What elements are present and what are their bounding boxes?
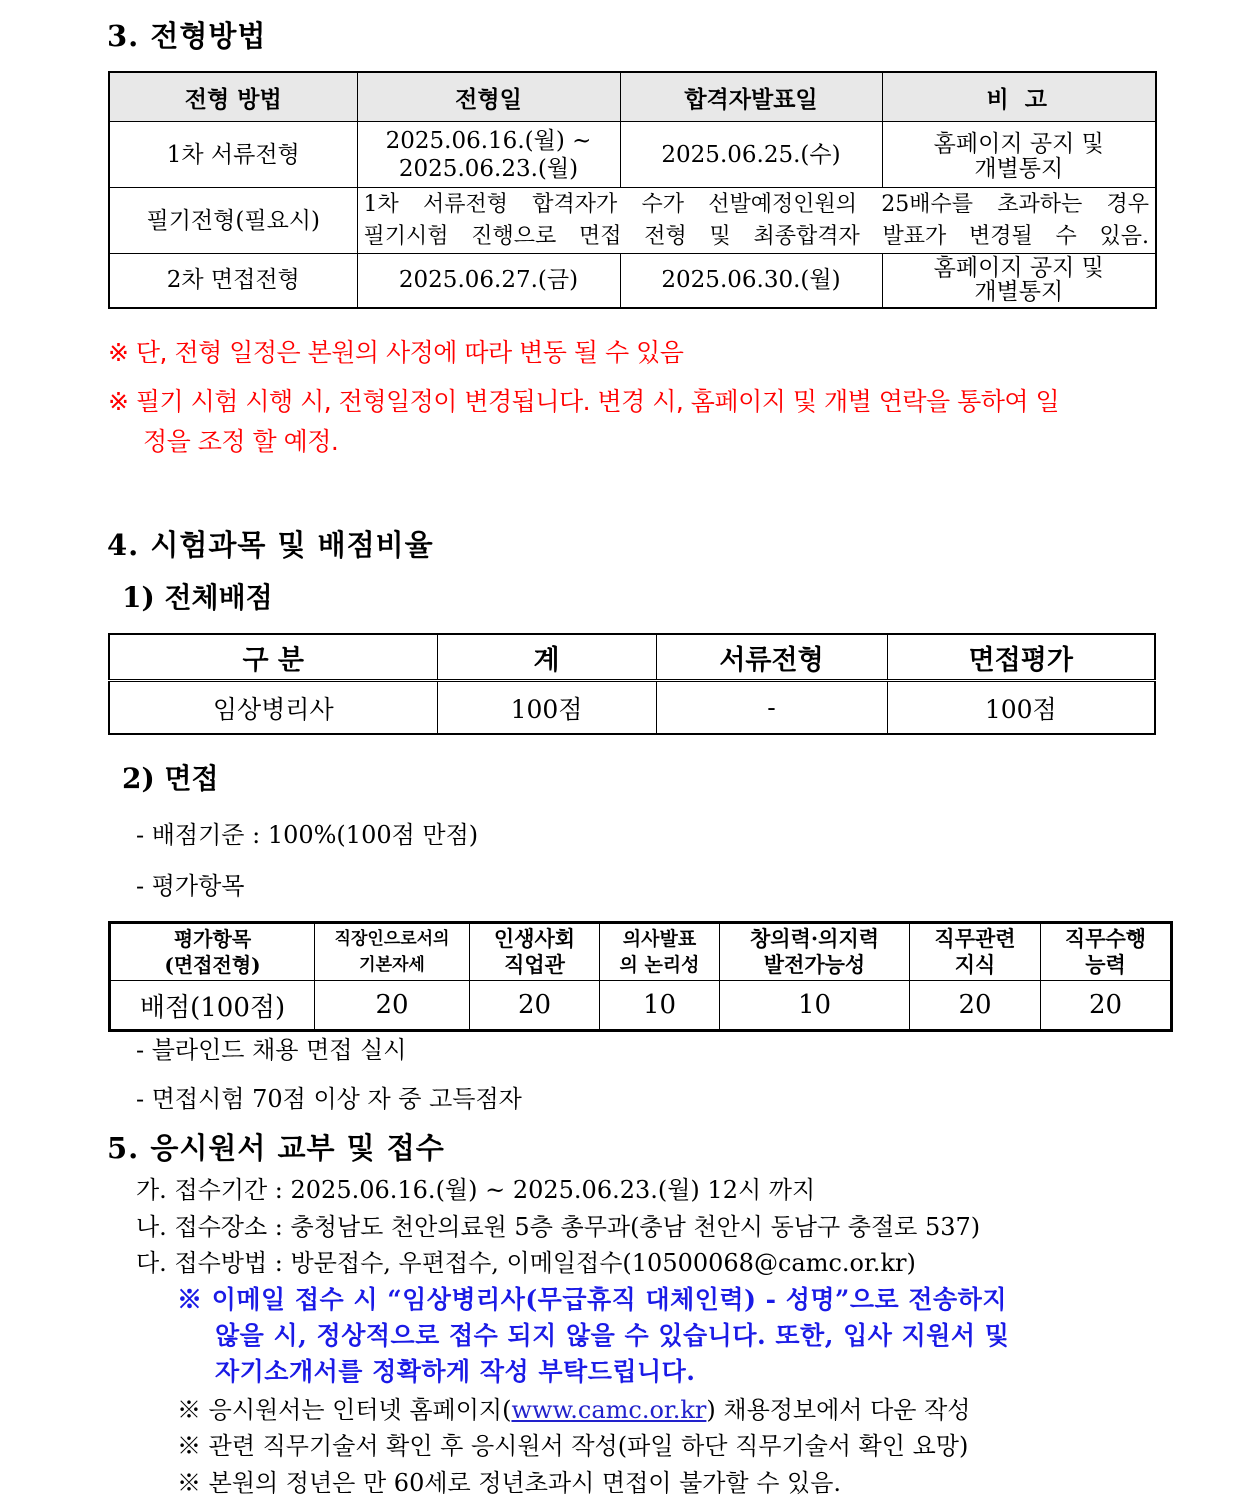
score-table <box>108 633 1156 735</box>
eval-cell-logic: 10 <box>600 981 720 1031</box>
subheading-total-score: 1) 전체배점 <box>122 581 273 614</box>
eval-col-item <box>110 923 315 981</box>
application-period: 가. 접수기간 : 2025.06.16.(월) ~ 2025.06.23.(월) 12시 까지 <box>136 1176 816 1204</box>
section4-heading: 4. 시험과목 및 배점비율 <box>107 528 434 562</box>
row3-note <box>882 254 1156 308</box>
eval-col-ability <box>1041 923 1172 981</box>
row1-date-line1: 2025.06.16.(월) ~ <box>385 127 592 154</box>
eval-cell-ability: 20 <box>1041 981 1172 1031</box>
job-description-notice: ※ 관련 직무기술서 확인 후 응시원서 작성(파일 하단 직무기술서 확인 요망) <box>177 1432 969 1460</box>
cell-interview: 100점 <box>887 681 1155 735</box>
row3-note-line2: 개별통지 <box>974 279 1064 306</box>
eval-col-creativity-line1: 창의력·의지력 <box>749 926 880 951</box>
row1-note-line2: 개별통지 <box>974 155 1064 182</box>
subheading-interview: 2) 면접 <box>122 762 219 795</box>
col-date: 전형일 <box>357 72 620 122</box>
eval-col-values-line1: 인생사회 <box>493 926 576 951</box>
eval-cell-creativity: 10 <box>720 981 910 1031</box>
table-row <box>109 188 1156 254</box>
evaluation-table <box>108 921 1173 1032</box>
blind-interview: - 블라인드 채용 면접 실시 <box>136 1036 407 1064</box>
eval-cell-label: 배점(100점) <box>110 981 315 1031</box>
eval-col-values <box>470 923 600 981</box>
section3-heading: 3. 전형방법 <box>107 19 267 53</box>
application-method: 다. 접수방법 : 방문접수, 우편접수, 이메일접수(10500068@camc.or.kr) <box>136 1249 916 1277</box>
cell-job: 임상병리사 <box>109 681 437 735</box>
cell-total: 100점 <box>437 681 656 735</box>
download-notice-pre: ※ 응시원서는 인터넷 홈페이지( <box>177 1396 512 1424</box>
notice-written-exam-line1: ※ 필기 시험 시행 시, 전형일정이 변경됩니다. 변경 시, 홈페이지 및 개별 연락을 통하여 일 <box>108 387 1060 416</box>
eval-col-ability-line2: 능력 <box>1085 952 1126 977</box>
row1-note <box>882 122 1156 188</box>
application-place: 나. 접수장소 : 충청남도 천안의료원 5층 총무과(충남 천안시 동남구 충절로 537) <box>136 1213 981 1241</box>
email-notice-line1: ※ 이메일 접수 시 “임상병리사(무급휴직 대체인력) - 성명”으로 전송하지 <box>177 1285 1007 1314</box>
interview-pass-criteria: - 면접시험 70점 이상 자 중 고득점자 <box>136 1085 522 1113</box>
eval-col-ability-line1: 직무수행 <box>1064 926 1147 951</box>
eval-col-attitude <box>315 923 470 981</box>
eval-col-logic-line1: 의사발표 <box>622 928 697 950</box>
row3-announce: 2025.06.30.(월) <box>620 254 882 308</box>
row2-note <box>357 188 1156 254</box>
col-note: 비 고 <box>882 72 1156 122</box>
cell-document: - <box>656 681 887 735</box>
table-header-row <box>109 634 1155 681</box>
email-notice-line3: 자기소개서를 정확하게 작성 부탁드립니다. <box>215 1357 696 1386</box>
col-interview: 면접평가 <box>887 634 1155 681</box>
eval-cell-attitude: 20 <box>315 981 470 1031</box>
eval-col-creativity-line2: 발전가능성 <box>763 952 866 977</box>
notice-written-exam-line2: 정을 조정 할 예정. <box>143 427 339 456</box>
row2-note-line2: 필기시험 진행으로 면접 전형 및 최종합격자 발표가 변경될 수 있음. <box>363 223 1149 249</box>
table-header-row <box>109 72 1156 122</box>
col-category: 구 분 <box>109 634 437 681</box>
col-method: 전형 방법 <box>109 72 357 122</box>
eval-col-creativity <box>720 923 910 981</box>
eval-items-label: - 평가항목 <box>136 872 245 900</box>
row3-method: 2차 면접전형 <box>109 254 357 308</box>
email-notice-line2: 않을 시, 정상적으로 접수 되지 않을 수 있습니다. 또한, 입사 지원서 및 <box>215 1321 1010 1350</box>
table-row <box>109 122 1156 188</box>
eval-cell-knowledge: 20 <box>910 981 1041 1031</box>
eval-col-knowledge <box>910 923 1041 981</box>
eval-col-logic-line2: 의 논리성 <box>619 954 700 976</box>
table-row <box>109 681 1155 735</box>
eval-col-logic <box>600 923 720 981</box>
row3-note-line1: 홈페이지 공지 및 <box>933 255 1104 282</box>
homepage-link[interactable]: www.camc.or.kr <box>511 1396 707 1424</box>
row1-method: 1차 서류전형 <box>109 122 357 188</box>
eval-col-knowledge-line2: 지식 <box>954 952 996 977</box>
eval-col-item-line2: (면접전형) <box>164 953 261 977</box>
col-document: 서류전형 <box>656 634 887 681</box>
table-header-row <box>110 923 1172 981</box>
download-notice <box>177 1390 970 1425</box>
table-row <box>109 254 1156 308</box>
row2-note-line1: 1차 서류전형 합격자가 수가 선발예정인원의 25배수를 초과하는 경우 <box>363 191 1149 217</box>
eval-col-knowledge-line1: 직무관련 <box>934 926 1016 951</box>
row3-date: 2025.06.27.(금) <box>357 254 620 308</box>
eval-col-attitude-line1: 직장인으로서의 <box>334 929 450 949</box>
row1-announce: 2025.06.25.(수) <box>620 122 882 188</box>
section5-heading: 5. 응시원서 교부 및 접수 <box>107 1131 445 1165</box>
notice-schedule-change: ※ 단, 전형 일정은 본원의 사정에 따라 변동 될 수 있음 <box>108 338 684 367</box>
eval-col-values-line2: 직업관 <box>504 952 565 977</box>
row1-note-line1: 홈페이지 공지 및 <box>933 130 1104 157</box>
col-announce: 합격자발표일 <box>620 72 882 122</box>
score-criteria: - 배점기준 : 100%(100점 만점) <box>136 821 479 849</box>
download-notice-post: ) 채용정보에서 다운 작성 <box>706 1396 971 1424</box>
row1-date-line2: 2025.06.23.(월) <box>398 155 579 182</box>
row2-method: 필기전형(필요시) <box>109 188 357 254</box>
retirement-age-notice: ※ 본원의 정년은 만 60세로 정년초과시 면접이 불가할 수 있음. <box>177 1469 842 1497</box>
table-row <box>110 981 1172 1031</box>
row1-date <box>357 122 620 188</box>
eval-col-attitude-line2: 기본자세 <box>359 955 425 975</box>
eval-cell-values: 20 <box>470 981 600 1031</box>
col-total: 계 <box>437 634 656 681</box>
selection-method-table <box>108 71 1157 309</box>
eval-col-item-line1: 평가항목 <box>173 927 252 951</box>
